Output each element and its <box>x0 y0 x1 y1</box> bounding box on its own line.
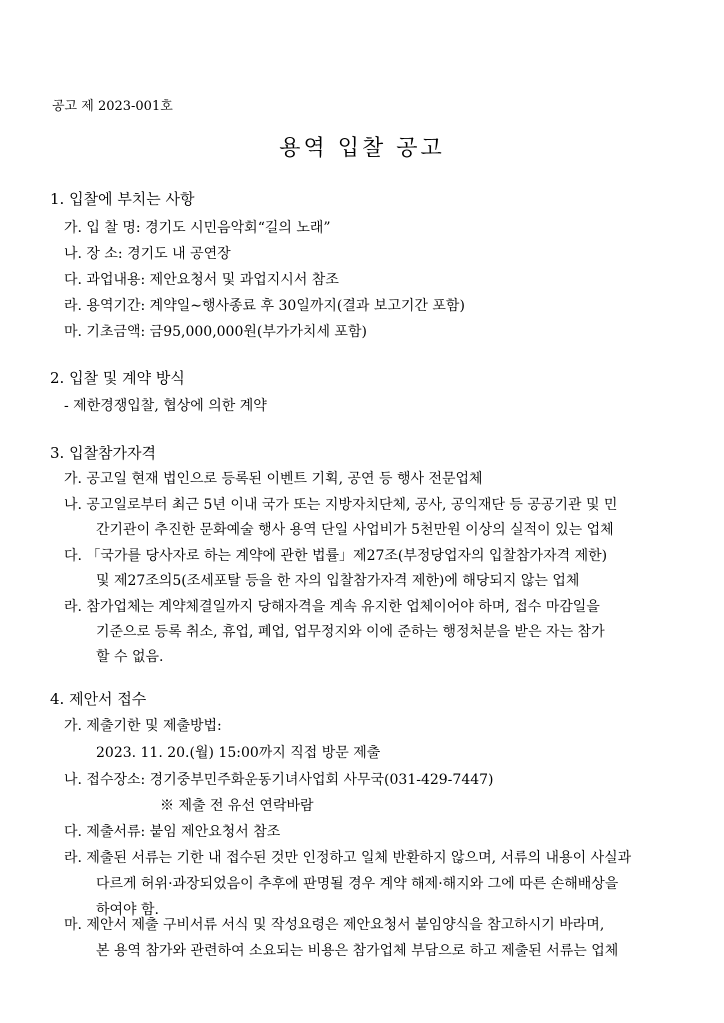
list-item-continuation: 간기관이 추진한 문화예술 행사 용역 단일 사업비가 5천만원 이상의 실적이 있는 업체 <box>96 522 614 538</box>
list-item: 다. 제출서류: 붙임 제안요청서 참조 <box>64 824 281 840</box>
list-item: - 제한경쟁입찰, 협상에 의한 계약 <box>64 398 267 414</box>
page-title: 용역 입찰 공고 <box>279 136 445 161</box>
list-item: 다. 과업내용: 제안요청서 및 과업지시서 참조 <box>64 272 339 288</box>
list-item: 라. 제출된 서류는 기한 내 접수된 것만 인정하고 일체 반환하지 않으며, 서류의 내용이 사실과 <box>64 850 632 866</box>
section-heading: 2. 입찰 및 계약 방식 <box>50 369 185 387</box>
list-item: 라. 용역기간: 계약일∼행사종료 후 30일까지(결과 보고기간 포함) <box>64 298 465 314</box>
list-item-continuation: 및 제27조의5(조세포탈 등을 한 자의 입찰참가자격 제한)에 해당되지 않는 업체 <box>96 573 580 589</box>
list-item: 다. 「국가를 당사자로 하는 계약에 관한 법률」제27조(부정당업자의 입찰참가자격 제한) <box>64 548 608 564</box>
list-item: 나. 장 소: 경기도 내 공연장 <box>64 246 231 262</box>
list-item-continuation: 2023. 11. 20.(월) 15:00까지 직접 방문 제출 <box>96 745 381 761</box>
list-item: 가. 공고일 현재 법인으로 등록된 이벤트 기획, 공연 등 행사 전문업체 <box>64 471 483 487</box>
list-item: 마. 제안서 제출 구비서류 서식 및 작성요령은 제안요청서 붙임양식을 참고하시기 바라며, <box>64 917 605 933</box>
notice-number: 공고 제 2023-001호 <box>52 99 173 114</box>
section-heading: 4. 제안서 접수 <box>50 690 147 708</box>
section-heading: 3. 입찰참가자격 <box>50 444 157 462</box>
list-item: 마. 기초금액: 금95,000,000원(부가가치세 포함) <box>64 324 367 340</box>
list-item: 가. 제출기한 및 제출방법: <box>64 718 222 734</box>
list-item-continuation: 할 수 없음. <box>96 649 164 665</box>
list-item: 나. 공고일로부터 최근 5년 이내 국가 또는 지방자치단체, 공사, 공익재단 등 공공기관 및 민 <box>64 497 618 513</box>
list-item: 가. 입 찰 명: 경기도 시민음악회“길의 노래” <box>64 220 331 236</box>
contact-note: ※ 제출 전 유선 연락바람 <box>160 798 314 814</box>
section-heading: 1. 입찰에 부치는 사항 <box>50 190 195 208</box>
list-item-continuation: 하여야 함. <box>96 902 159 918</box>
list-item-continuation: 기준으로 등록 취소, 휴업, 폐업, 업무정지와 이에 준하는 행정처분을 받은 자는 참가 <box>96 624 605 640</box>
list-item-continuation: 다르게 허위·과장되었음이 추후에 판명될 경우 계약 해제·해지와 그에 따른 손해배상을 <box>96 876 619 892</box>
list-item: 라. 참가업체는 계약체결일까지 당해자격을 계속 유지한 업체이어야 하며, 접수 마감일을 <box>64 599 600 615</box>
list-item-continuation: 본 용역 참가와 관련하여 소요되는 비용은 참가업체 부담으로 하고 제출된 서류는 업체 <box>96 943 619 959</box>
list-item: 나. 접수장소: 경기중부민주화운동기녀사업회 사무국(031-429-7447) <box>64 772 494 788</box>
